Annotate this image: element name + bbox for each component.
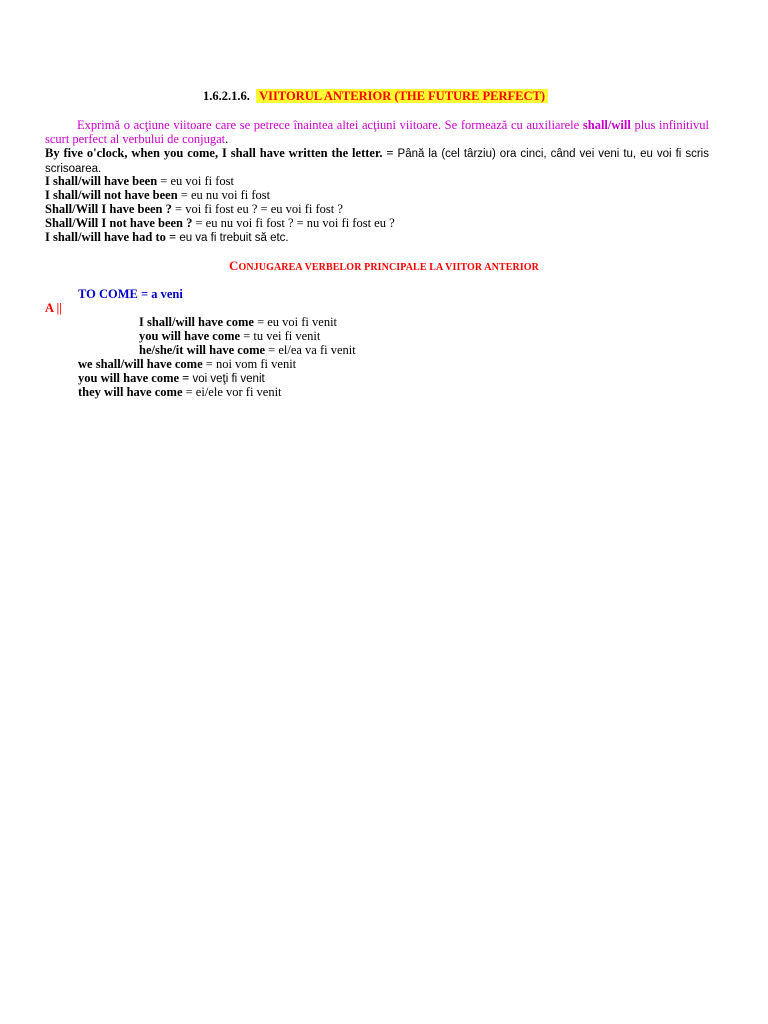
form-line	[45, 188, 270, 202]
form-line	[45, 216, 395, 230]
intro-end: .	[225, 132, 229, 146]
form-english: I shall/will have been	[45, 174, 158, 188]
conjugation-english: he/she/it will have come	[139, 343, 266, 357]
conjugation-line	[78, 385, 282, 399]
section-number: 1.6.2.1.6.	[203, 89, 250, 103]
conjugation-romanian: = ei/ele vor fi venit	[182, 385, 282, 399]
conjugation-romanian: = eu voi fi venit	[253, 315, 338, 329]
conjugation-line	[139, 315, 337, 329]
intro-paragraph	[45, 118, 709, 146]
conjugation-line	[78, 357, 296, 371]
conjugation-english: I shall/will have come	[139, 315, 254, 329]
form-line	[45, 230, 289, 245]
form-romanian: = eu nu voi fi fost	[177, 188, 271, 202]
conjugation-heading	[0, 259, 768, 275]
verb-heading: TO COME = a veni	[78, 287, 183, 301]
form-romanian: = eu nu voi fi fost ? = nu voi fi fost eu ?	[192, 216, 395, 230]
example-romanian: Până la (cel târziu) ora cinci, când vei veni tu, eu voi fi scris scrisoarea.	[45, 148, 709, 175]
intro-text-1: Exprimă o acţiune viitoare care se petrece înaintea altei acţiuni viitoare. Se formează cu auxiliarele	[77, 118, 583, 132]
conjugation-romanian: = tu vei fi venit	[240, 329, 321, 343]
example-sentence	[45, 146, 709, 176]
form-line	[45, 174, 234, 188]
conjugation-english: you will have come =	[78, 371, 190, 385]
conjugation-line	[78, 371, 265, 386]
conjugation-heading-initial: C	[228, 258, 239, 273]
intro-auxiliary: shall/will	[582, 118, 631, 132]
conjugation-romanian: = el/ea va fi venit	[265, 343, 356, 357]
section-label: A ||	[45, 301, 62, 315]
conjugation-english: you will have come	[139, 329, 241, 343]
conjugation-line	[139, 343, 356, 357]
section-heading	[203, 89, 548, 103]
form-english: I shall/will have had to =	[45, 230, 177, 244]
conjugation-heading-rest: ONJUGAREA VERBELOR PRINCIPALE LA VIITOR ANTERIOR	[238, 262, 539, 273]
form-english: Shall/Will I have been ?	[45, 202, 172, 216]
conjugation-line	[139, 329, 320, 343]
form-romanian: = voi fi fost eu ? = eu voi fi fost ?	[171, 202, 343, 216]
form-line	[45, 202, 343, 216]
intro-text-2: plus infinitivul scurt perfect al verbului de conjugat	[45, 118, 709, 146]
conjugation-english: they will have come	[78, 385, 183, 399]
form-english: Shall/Will I not have been ?	[45, 216, 193, 230]
form-romanian: eu va fi trebuit să etc.	[176, 232, 289, 244]
conjugation-english: we shall/will have come	[78, 357, 203, 371]
form-romanian: = eu voi fi fost	[157, 174, 235, 188]
form-english: I shall/will not have been	[45, 188, 178, 202]
section-title: VIITORUL ANTERIOR (THE FUTURE PERFECT)	[256, 89, 548, 103]
conjugation-romanian: = noi vom fi venit	[202, 357, 297, 371]
example-english: By five o'clock, when you come, I shall have written the letter. =	[45, 146, 394, 160]
conjugation-romanian: voi veţi fi venit	[189, 373, 265, 385]
